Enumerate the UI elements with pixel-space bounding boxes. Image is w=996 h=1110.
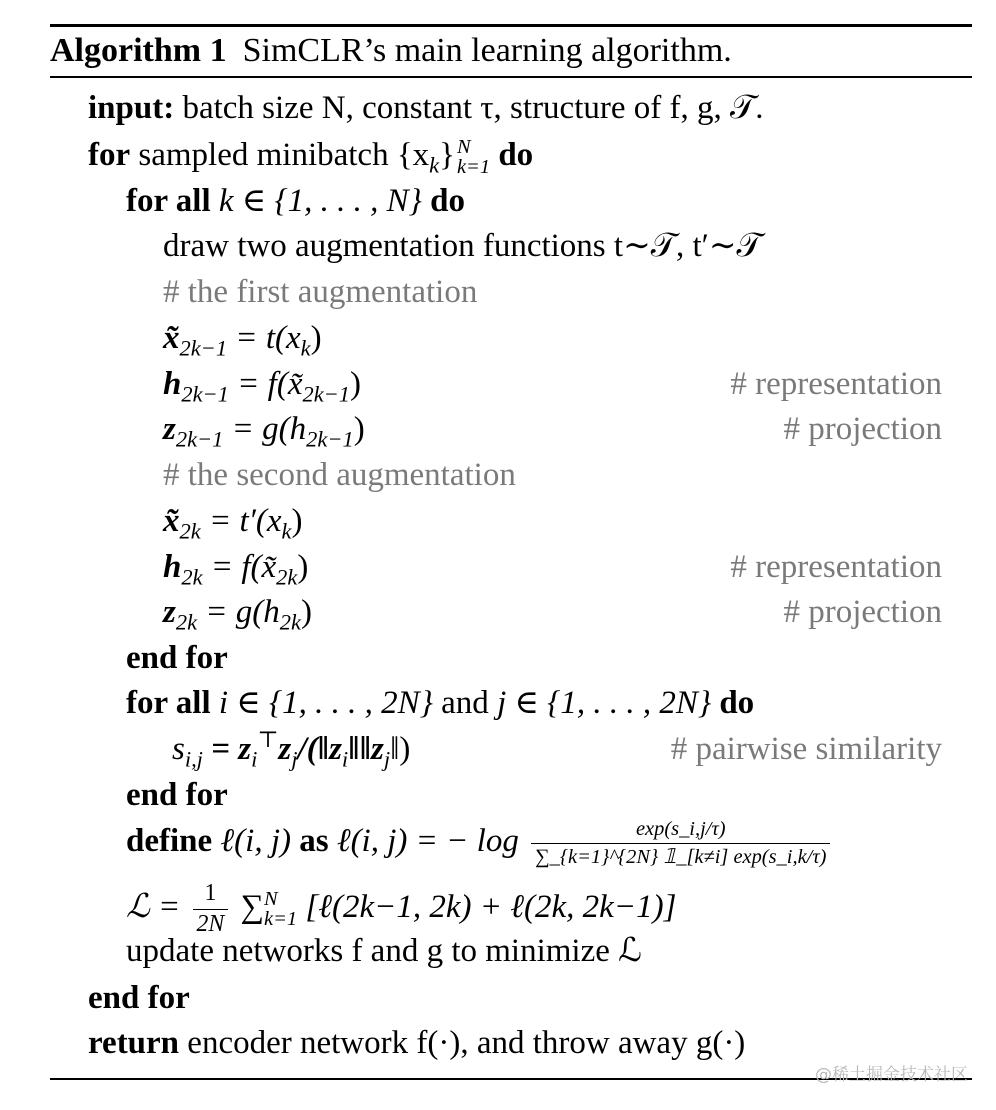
keyword-do-1: do — [490, 137, 534, 173]
line-x-2k-1: $x̃_{2k-1} = t(x_k)$ — [163, 320, 322, 361]
comment-pairwise-similarity: # pairwise similarity — [670, 731, 942, 767]
line-end-for-2: end for — [126, 777, 228, 813]
line-for-minibatch — [88, 132, 533, 178]
comment-second-augmentation: # the second augmentation — [163, 457, 516, 493]
algorithm-label: Algorithm 1 — [50, 32, 227, 69]
line-return: return encoder network f(·), and throw away g(·) — [88, 1025, 746, 1061]
line-x-2k: $x̃_{2k} = t'(x_k)$ — [163, 503, 303, 544]
keyword-do-2: do — [430, 183, 465, 219]
for-sup: N — [456, 135, 471, 158]
line-h-2k-1: $h_{2k-1}$ = $f(x̃_{2k-1})$ — [163, 366, 362, 407]
draw-text: draw two augmentation functions t∼𝒯, t′∼𝒯 — [163, 228, 762, 264]
loss-fraction: $\frac{\exp(s\_i,j/\tau)}{\sum\_\{k=1\}\^{}\{2N\} 𝟙\_[k\ne i] \exp(s\_i,k/\tau)}$ — [531, 819, 830, 867]
for-text-close: } — [439, 137, 455, 173]
line-for-all-k — [126, 178, 465, 224]
for-text-sub: k — [429, 152, 440, 178]
algorithm-title: SimCLR’s main learning algorithm. — [242, 32, 732, 69]
line-total-loss: ℒ = $\frac{1}{2N}$ ∑ N k=1 [ℓ(2k−1, 2k) + ℓ(2k, 2k−1)] — [126, 880, 677, 937]
comment-representation-1: # representation — [730, 366, 942, 402]
keyword-for: for — [88, 137, 131, 173]
loss-normalizer: $\frac{1}{2N}$ — [193, 882, 229, 937]
line-for-all-ij: for all i ∈ {1, . . . , 2N} and j ∈ {1, . . . , 2N} do — [126, 685, 755, 721]
line-update: update networks f and g to minimize ℒ — [126, 933, 642, 969]
caption-rule — [50, 76, 972, 78]
input-text: batch size N, constant τ, structure of f, g, 𝒯. — [174, 90, 764, 126]
for-sub: k=1 — [456, 156, 491, 179]
comment-representation-2: # representation — [730, 549, 942, 585]
comment-first-augmentation: # the first augmentation — [163, 274, 478, 310]
line-draw — [163, 223, 762, 269]
watermark: @稀土掘金技术社区 — [815, 1065, 968, 1085]
line-similarity: $s_{i,j}$ = $z_i^⊤z_j/(‖z_i‖‖z_j‖)$ — [172, 727, 411, 772]
line-h-2k: $h_{2k}$ = $f(x̃_{2k})$ — [163, 549, 309, 590]
line-z-2k-1: $z_{2k-1} = g(h_{2k-1})$ — [163, 411, 365, 452]
line-end-for-3: end for — [88, 980, 190, 1016]
line-define-loss: define ℓ(i, j) as ℓ(i, j) = − log $\frac{\exp(s\_i,j/\tau)}{\sum\_\{k=1\}\^{}\{2N\} 𝟙\_[k\ne i] \exp(s\_i,k/\tau)}$ — [126, 816, 834, 866]
keyword-input: input: — [88, 90, 175, 126]
comment-projection-1: # projection — [783, 411, 942, 447]
forall1-text: k ∈ {1, . . . , N} — [210, 183, 431, 219]
top-rule — [50, 24, 972, 27]
line-input — [88, 85, 764, 131]
comment-projection-2: # projection — [783, 594, 942, 630]
line-end-for-1: end for — [126, 640, 228, 676]
keyword-for-all-1: for all — [126, 183, 211, 219]
algorithm-caption — [50, 28, 732, 74]
line-z-2k: $z_{2k} = g(h_{2k})$ — [163, 594, 312, 635]
for-text: sampled minibatch {x — [130, 137, 430, 173]
